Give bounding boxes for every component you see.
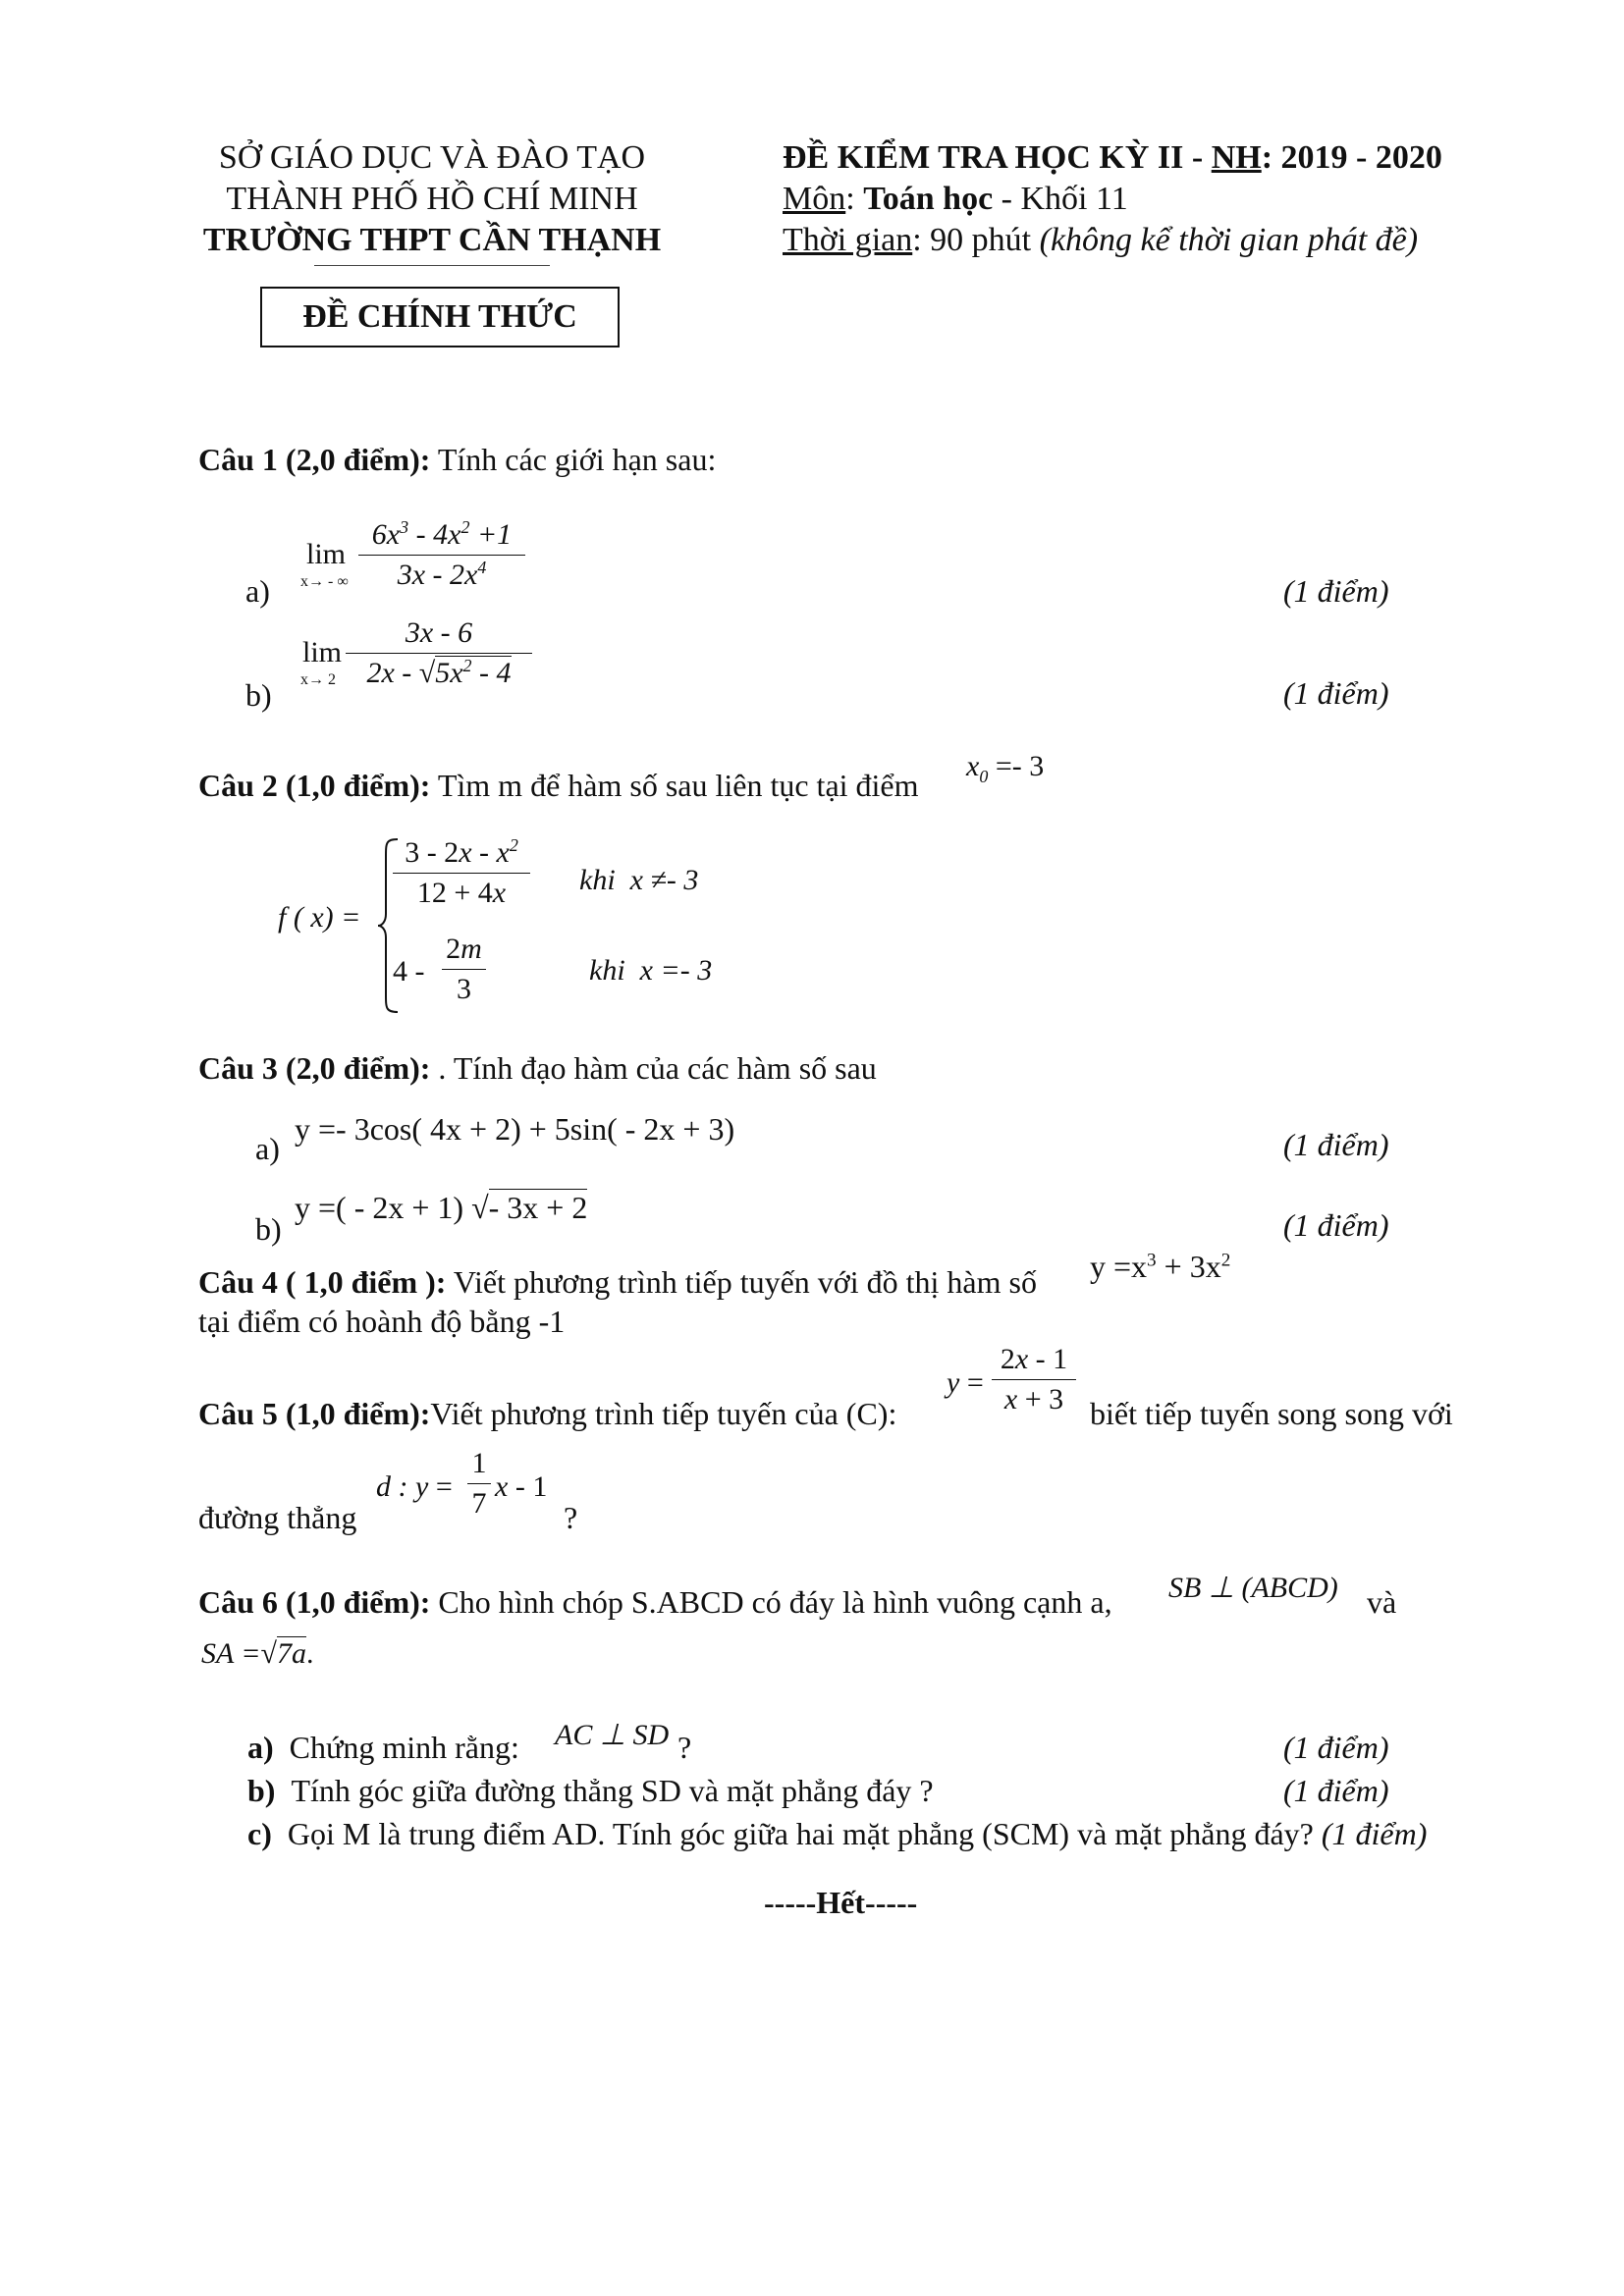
- q2-case2-num: 2m: [446, 933, 482, 965]
- q1-text: Tính các giới hạn sau:: [430, 442, 717, 477]
- grade: - Khối 11: [993, 181, 1128, 217]
- q6a-points: (1 điểm): [1283, 1730, 1389, 1765]
- q2-case2-bar: [442, 969, 486, 970]
- q1b-lim-sub: x→ 2: [300, 671, 336, 688]
- q5-line-den: 7: [471, 1487, 487, 1520]
- q6a-expr: AC ⊥ SD: [555, 1719, 670, 1751]
- q3-label: Câu 3 (2,0 điểm):: [198, 1050, 431, 1086]
- q5-curve-fraction: [992, 1343, 1076, 1416]
- q2-case1-den: 12 + 4x: [416, 877, 507, 909]
- q5-label: Câu 5 (1,0 điểm):: [198, 1396, 431, 1431]
- time-value: : 90 phút: [912, 222, 1040, 258]
- q6-sa-pre: SA =: [201, 1637, 261, 1670]
- subject-line: [783, 179, 1442, 220]
- q1b-fraction: [346, 616, 532, 690]
- q5-text-after: biết tiếp tuyến song song với: [1090, 1396, 1453, 1431]
- q2-heading: [198, 768, 919, 804]
- q6b-label: b): [247, 1773, 276, 1808]
- q2-case1-num: $3 - 2x - x^2$: [405, 835, 518, 869]
- subject-sep: :: [845, 181, 864, 217]
- q5-y-eq: y =: [947, 1366, 984, 1399]
- q2-x0: $x_0 =- 3$: [966, 750, 1045, 786]
- q1a-label: a): [245, 573, 270, 609]
- q2-fx: f ( x) =: [278, 901, 361, 934]
- q2-khi-2: khi: [589, 954, 625, 987]
- q3b-expr: y =( - 2x + 1) √- 3x + 2: [295, 1190, 588, 1225]
- q1a-bar: [358, 555, 525, 556]
- q1a-denominator: $3x - 2x^4$: [397, 558, 487, 591]
- exam-title: [783, 137, 1442, 179]
- q3-heading: [198, 1050, 877, 1087]
- header-right: [783, 137, 1442, 261]
- q5-curve-bar: [992, 1379, 1076, 1380]
- q3b-label: b): [255, 1211, 282, 1247]
- q1-label: Câu 1 (2,0 điểm):: [198, 442, 431, 477]
- q5-line-rest: x - 1: [495, 1470, 548, 1503]
- q1a-lim: lim: [306, 538, 347, 570]
- q6b-points: (1 điểm): [1283, 1773, 1389, 1808]
- q2-case2-den: 3: [457, 973, 471, 1005]
- q1b-points: (1 điểm): [1283, 675, 1389, 711]
- q1a-fraction: [358, 518, 525, 592]
- time-label: Thời gian: [783, 222, 913, 258]
- q2-cond1: x ≠- 3: [629, 864, 699, 896]
- q3b-root: - 3x + 2: [488, 1190, 588, 1225]
- q5-line-fraction: [467, 1447, 491, 1521]
- q5-curve-den: x + 3: [1003, 1383, 1064, 1415]
- q1a-lim-sub: x→ - ∞: [300, 573, 349, 590]
- school-underline: [314, 265, 550, 266]
- q6b-text: Tính góc giữa đường thẳng SD và mặt phẳng đáy ?: [291, 1773, 934, 1808]
- q6c-points: (1 điểm): [1321, 1816, 1428, 1851]
- q2-cond2: x =- 3: [639, 954, 713, 987]
- q3b-points: (1 điểm): [1283, 1207, 1389, 1243]
- subject-name: Toán học: [863, 181, 994, 217]
- q1b-denominator: $2x - √5x^2 - 4$: [366, 656, 512, 689]
- end-marker: -----Hết-----: [764, 1885, 918, 1920]
- q1b-numerator: 3x - 6: [405, 616, 473, 649]
- q1b-label: b): [245, 677, 272, 713]
- q3a-points: (1 điểm): [1283, 1127, 1389, 1162]
- q5-line-bar: [467, 1483, 491, 1484]
- q6a-label: a): [247, 1730, 274, 1765]
- q5-qmark: ?: [564, 1500, 578, 1535]
- q6a: [247, 1730, 519, 1766]
- time-note: (không kể thời gian phát đề): [1039, 222, 1419, 258]
- exam-title-b: : 2019 - 2020: [1261, 139, 1442, 176]
- q6b: [247, 1773, 934, 1809]
- q1-heading: [198, 442, 716, 478]
- q1b-lim: lim: [302, 636, 343, 668]
- q4-text2: tại điểm có hoành độ bằng -1: [198, 1304, 566, 1339]
- q5-heading: [198, 1396, 896, 1432]
- q3-text: . Tính đạo hàm của các hàm số sau: [430, 1050, 877, 1086]
- q5-line-d: d : y =: [376, 1470, 453, 1503]
- q6c-label: c): [247, 1816, 272, 1851]
- q2-case1-cond: [579, 864, 698, 897]
- exam-title-nh: NH: [1211, 139, 1262, 176]
- q1a-points: (1 điểm): [1283, 573, 1389, 609]
- official-badge-text: ĐỀ CHÍNH THỨC: [302, 298, 577, 335]
- q4-heading: [198, 1264, 1037, 1301]
- q6a-tail: ?: [677, 1730, 692, 1765]
- q4-label: Câu 4 ( 1,0 điểm ):: [198, 1264, 447, 1300]
- q6-sa: SA =√7a.: [201, 1637, 314, 1670]
- q6a-text: Chứng minh rằng:: [289, 1730, 519, 1765]
- q2-khi-1: khi: [579, 864, 616, 896]
- q2-case1-bar: [393, 873, 530, 874]
- q2-label: Câu 2 (1,0 điểm):: [198, 768, 431, 803]
- q2-case2-cond: [589, 954, 712, 988]
- q2-case2-prefix: 4 -: [393, 955, 425, 988]
- q2-case1-fraction: [393, 836, 530, 910]
- subject-label: Môn: [783, 181, 846, 217]
- q1a-numerator: $6x^3 - 4x^2 +1$: [371, 517, 513, 551]
- dept-name: SỞ GIÁO DỤC VÀ ĐÀO TẠO: [218, 139, 646, 176]
- official-badge: [260, 287, 620, 347]
- q3b-expr-pre: y =( - 2x + 1): [295, 1190, 464, 1225]
- q6c: [247, 1816, 1427, 1852]
- q6-perp: SB ⊥ (ABCD): [1168, 1572, 1338, 1604]
- school-name: TRƯỜNG THPT CẦN THẠNH: [202, 222, 662, 258]
- q5-line-num: 1: [471, 1447, 487, 1479]
- q5-text2: đường thẳng: [198, 1500, 357, 1535]
- time-line: [783, 220, 1442, 261]
- q4-text: Viết phương trình tiếp tuyến với đồ thị hàm số: [446, 1264, 1037, 1300]
- q5-text: Viết phương trình tiếp tuyến của (C):: [430, 1396, 897, 1431]
- q6-sa-root: 7a: [277, 1637, 306, 1670]
- exam-title-a: ĐỀ KIỂM TRA HỌC KỲ II -: [783, 139, 1212, 176]
- q2-case2-fraction: [442, 933, 486, 1006]
- q3a-expr: y =- 3cos( 4x + 2) + 5sin( - 2x + 3): [295, 1111, 735, 1147]
- q6c-text: Gọi M là trung điểm AD. Tính góc giữa hai mặt phẳng (SCM) và mặt phẳng đáy?: [287, 1816, 1322, 1851]
- city-name: THÀNH PHỐ HỒ CHÍ MINH: [226, 181, 638, 217]
- q4-function: $y =x^3 + 3x^2$: [1090, 1249, 1231, 1284]
- q6-and: và: [1367, 1584, 1397, 1620]
- q6-text: Cho hình chóp S.ABCD có đáy là hình vuông cạnh a,: [430, 1584, 1112, 1620]
- q2-text: Tìm m để hàm số sau liên tục tại điểm: [430, 768, 919, 803]
- q6-label: Câu 6 (1,0 điểm):: [198, 1584, 431, 1620]
- q3a-label: a): [255, 1131, 280, 1166]
- q5-curve-num: 2x - 1: [1000, 1343, 1068, 1375]
- q6-heading: [198, 1584, 1112, 1621]
- header-left: [187, 137, 677, 261]
- q1b-bar: [346, 653, 532, 654]
